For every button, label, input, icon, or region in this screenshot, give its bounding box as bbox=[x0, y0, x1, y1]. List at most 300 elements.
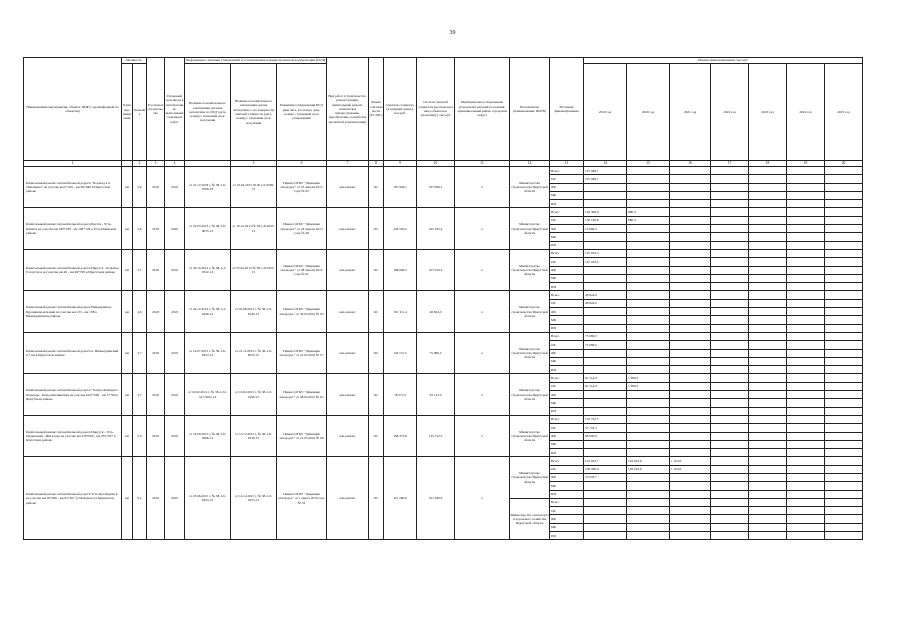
funding-value bbox=[711, 332, 749, 340]
funding-value bbox=[787, 473, 825, 481]
remaining-cost: 135 722,5 bbox=[417, 415, 455, 456]
funding-value bbox=[749, 507, 787, 515]
funding-value bbox=[749, 399, 787, 407]
funding-value bbox=[787, 308, 825, 316]
funding-value bbox=[787, 266, 825, 274]
funding-value: 75 086,5 bbox=[584, 341, 627, 349]
funding-value bbox=[749, 457, 787, 465]
funding-value bbox=[670, 366, 711, 374]
column-number: 1 bbox=[24, 161, 122, 167]
source-label: Всего bbox=[550, 415, 584, 423]
unit: км bbox=[122, 415, 133, 456]
work-type: кап.ремонт bbox=[327, 415, 369, 456]
funding-value bbox=[627, 391, 670, 399]
unit: км bbox=[122, 167, 133, 208]
estimated-cost: 143 721,5 bbox=[384, 332, 417, 373]
funding-value bbox=[670, 424, 711, 432]
unit: км bbox=[122, 374, 133, 415]
psd-conclusion: от 16.09.2015 г. № 38-1-6-0496-15 bbox=[185, 415, 231, 456]
funding-value bbox=[825, 299, 863, 307]
psd-conclusion: от 22.03.2013 г. № 38-1-6-0035-13 bbox=[185, 208, 231, 249]
source-label: МБ bbox=[550, 191, 584, 199]
funding-value bbox=[825, 274, 863, 282]
funding-value: 1 103,6 bbox=[670, 457, 711, 465]
funding-value bbox=[711, 523, 749, 531]
funding-value bbox=[787, 175, 825, 183]
funding-value bbox=[627, 473, 670, 481]
funding-value bbox=[749, 366, 787, 374]
source-label: ОБ bbox=[550, 382, 584, 390]
funding-value bbox=[627, 415, 670, 423]
header-value: Значение bbox=[133, 64, 147, 161]
funding-value bbox=[787, 432, 825, 440]
table-row bbox=[24, 332, 863, 340]
funding-value bbox=[787, 366, 825, 374]
column-number: 12 bbox=[510, 161, 550, 167]
funding-value bbox=[825, 382, 863, 390]
work-type: кап.ремонт bbox=[327, 374, 369, 415]
start-year: 2019 bbox=[147, 457, 165, 540]
funding-value bbox=[627, 191, 670, 199]
funding-value: 100 000,0 bbox=[584, 465, 627, 473]
source-label: ФБ bbox=[550, 349, 584, 357]
approval: Приказ ОГКУ "Дирекция автодорог" от 28 апреля 2015 года № 61 bbox=[277, 249, 327, 290]
funding-value bbox=[749, 216, 787, 224]
funding-value bbox=[749, 183, 787, 191]
funding-value bbox=[584, 233, 627, 241]
funding-value bbox=[825, 523, 863, 531]
funding-value: 150 106,8 bbox=[584, 216, 627, 224]
source-label: Всего bbox=[550, 498, 584, 506]
capacity-value: 4,9 bbox=[133, 208, 147, 249]
header-executor: Исполнитель (наименование ИОГВ) bbox=[510, 58, 550, 161]
header-ownership: Форма собственности (ГС/МС) bbox=[369, 58, 384, 161]
funding-value: 135 722,5 bbox=[584, 415, 627, 423]
funding-value bbox=[825, 440, 863, 448]
funding-value bbox=[787, 457, 825, 465]
funding-value bbox=[584, 490, 627, 498]
funding-value bbox=[787, 332, 825, 340]
funding-value bbox=[670, 216, 711, 224]
funding-value bbox=[711, 515, 749, 523]
estimated-cost: 198 373,8 bbox=[384, 415, 417, 456]
funding-value bbox=[749, 233, 787, 241]
table-row bbox=[24, 415, 863, 423]
funding-value bbox=[787, 440, 825, 448]
end-year: 2020 bbox=[165, 208, 185, 249]
object-name: Капитальный ремонт автомобильной дороги п. Нижнеудинский 2,7 км в Иркутском районе bbox=[24, 332, 122, 373]
funding-value bbox=[627, 366, 670, 374]
funding-value bbox=[670, 440, 711, 448]
funding-value bbox=[584, 349, 627, 357]
funding-value bbox=[627, 449, 670, 457]
funding-value bbox=[670, 258, 711, 266]
funding-value bbox=[749, 449, 787, 457]
source-label: ФБ bbox=[550, 225, 584, 233]
funding-value bbox=[627, 225, 670, 233]
funding-value bbox=[825, 324, 863, 332]
funding-value: 61 214,0 bbox=[584, 382, 627, 390]
funding-value: 1 909,5 bbox=[627, 382, 670, 390]
funding-value bbox=[584, 324, 627, 332]
municipality: х bbox=[455, 332, 510, 373]
funding-value bbox=[711, 249, 749, 257]
funding-value bbox=[787, 515, 825, 523]
funding-value bbox=[670, 175, 711, 183]
municipality: х bbox=[455, 208, 510, 249]
header-approval: Реквизиты утверждения ПСД (вид акта, кто издал, дата, номер) / плановый срок утверждения bbox=[277, 64, 327, 161]
executor: Министерство строительства Иркутской области bbox=[510, 457, 550, 498]
funding-value bbox=[825, 407, 863, 415]
funding-value bbox=[787, 424, 825, 432]
source-label: Всего bbox=[550, 208, 584, 216]
end-year: 2020 bbox=[165, 457, 185, 540]
funding-value bbox=[584, 440, 627, 448]
funding-value bbox=[711, 532, 749, 540]
column-number: 9 bbox=[384, 161, 417, 167]
funding-value bbox=[825, 349, 863, 357]
source-label: ИИ bbox=[550, 200, 584, 208]
funding-value bbox=[787, 490, 825, 498]
funding-value bbox=[627, 283, 670, 291]
funding-value bbox=[711, 283, 749, 291]
source-label: МБ bbox=[550, 440, 584, 448]
work-type: кап.ремонт bbox=[327, 249, 369, 290]
funding-value bbox=[749, 532, 787, 540]
funding-value bbox=[627, 299, 670, 307]
funding-value bbox=[627, 241, 670, 249]
funding-value bbox=[825, 432, 863, 440]
funding-value bbox=[711, 507, 749, 515]
funding-value bbox=[787, 482, 825, 490]
funding-value bbox=[825, 424, 863, 432]
year-2024: 2024 год bbox=[787, 64, 825, 161]
estimated-cost: 168 699,5 bbox=[384, 249, 417, 290]
header-name: Наименование мероприятия, объекта, ПИР (с расшифровкой по объектам) bbox=[24, 58, 122, 161]
funding-value bbox=[711, 291, 749, 299]
ownership: ОС bbox=[369, 167, 384, 208]
funding-value bbox=[825, 233, 863, 241]
funding-value bbox=[670, 183, 711, 191]
ownership: ОС bbox=[369, 374, 384, 415]
funding-value bbox=[825, 291, 863, 299]
funding-value: 98 000,0 bbox=[584, 432, 627, 440]
source-label: ФБ bbox=[550, 308, 584, 316]
smeta-conclusion: от 03.04.2015 № 38-1-6-0102-15 bbox=[231, 249, 277, 290]
executor: Министерство строительства Иркутской области bbox=[510, 374, 550, 415]
funding-value bbox=[711, 482, 749, 490]
estimated-cost: 321 280,9 bbox=[384, 457, 417, 540]
funding-value bbox=[670, 357, 711, 365]
funding-value bbox=[711, 449, 749, 457]
funding-value bbox=[787, 208, 825, 216]
funding-value bbox=[825, 357, 863, 365]
funding-value bbox=[584, 523, 627, 531]
funding-value bbox=[670, 391, 711, 399]
year-2020: 2020 год bbox=[627, 64, 670, 161]
unit: км bbox=[122, 249, 133, 290]
funding-value bbox=[670, 498, 711, 506]
municipality: х bbox=[455, 249, 510, 290]
year-2025: 2025 год bbox=[825, 64, 863, 161]
column-number: 17 bbox=[711, 161, 749, 167]
funding-value bbox=[749, 249, 787, 257]
header-work-type: Вид работ (строительство, реконструкция, капитальный ремонт, техническое перевооружение, приобретение, разработка проектной документации) bbox=[327, 58, 369, 161]
funding-value bbox=[787, 374, 825, 382]
source-label: МБ bbox=[550, 233, 584, 241]
source-label: ФБ bbox=[550, 183, 584, 191]
column-number: 14 bbox=[584, 161, 627, 167]
table-row bbox=[24, 167, 863, 175]
source-label: ОБ bbox=[550, 175, 584, 183]
funding-value bbox=[711, 399, 749, 407]
funding-value bbox=[670, 399, 711, 407]
funding-value bbox=[584, 515, 627, 523]
funding-value bbox=[749, 374, 787, 382]
funding-value: 880,4 bbox=[627, 216, 670, 224]
funding-value bbox=[711, 200, 749, 208]
start-year: 2018 bbox=[147, 249, 165, 290]
municipality: х bbox=[455, 415, 510, 456]
funding-value bbox=[825, 399, 863, 407]
funding-value bbox=[711, 366, 749, 374]
funding-value bbox=[670, 308, 711, 316]
table-row bbox=[24, 374, 863, 382]
funding-value bbox=[711, 432, 749, 440]
smeta-conclusion: от 14.12.2015 г. № 38-1-6-0253-15 bbox=[231, 457, 277, 540]
funding-value: 107 034,3 bbox=[584, 249, 627, 257]
capacity-value: 5,7 bbox=[133, 249, 147, 290]
executor: Министерство строительства Иркутской области bbox=[510, 291, 550, 332]
funding-value bbox=[825, 391, 863, 399]
funding-value bbox=[749, 167, 787, 175]
municipality: х bbox=[455, 374, 510, 415]
funding-value bbox=[711, 225, 749, 233]
funding-value bbox=[787, 316, 825, 324]
approval: Приказ ОГКУ "Дирекция автодорог" от 30.03.2016 № 65 bbox=[277, 291, 327, 332]
funding-value bbox=[670, 415, 711, 423]
funding-value bbox=[787, 183, 825, 191]
page-number: 39 bbox=[449, 30, 456, 36]
funding-value bbox=[627, 440, 670, 448]
funding-value bbox=[711, 258, 749, 266]
work-type: кап.ремонт bbox=[327, 167, 369, 208]
end-year: 2019 bbox=[165, 167, 185, 208]
source-label: МБ bbox=[550, 482, 584, 490]
funding-value bbox=[670, 349, 711, 357]
work-type: кап.ремонт bbox=[327, 332, 369, 373]
funding-value bbox=[711, 341, 749, 349]
funding-value: 1 103,6 bbox=[670, 465, 711, 473]
column-number: 15 bbox=[627, 161, 670, 167]
funding-value bbox=[749, 407, 787, 415]
funding-value bbox=[787, 382, 825, 390]
funding-value bbox=[627, 332, 670, 340]
funding-value bbox=[670, 200, 711, 208]
funding-value bbox=[749, 357, 787, 365]
funding-value bbox=[825, 341, 863, 349]
funding-value bbox=[825, 507, 863, 515]
funding-value bbox=[711, 473, 749, 481]
source-label: ОБ bbox=[550, 341, 584, 349]
funding-value bbox=[749, 283, 787, 291]
funding-value: 194 243,6 bbox=[627, 457, 670, 465]
source-label: ИИ bbox=[550, 241, 584, 249]
source-label: Всего bbox=[550, 249, 584, 257]
funding-value bbox=[749, 382, 787, 390]
funding-value bbox=[584, 532, 627, 540]
source-label: ИИ bbox=[550, 366, 584, 374]
funding-value bbox=[787, 357, 825, 365]
table-row bbox=[24, 457, 863, 465]
funding-value bbox=[825, 532, 863, 540]
column-number: 11 bbox=[455, 161, 510, 167]
funding-value bbox=[825, 332, 863, 340]
funding-value bbox=[749, 175, 787, 183]
column-number: 19 bbox=[787, 161, 825, 167]
funding-value bbox=[584, 191, 627, 199]
funding-value bbox=[749, 415, 787, 423]
funding-value bbox=[787, 258, 825, 266]
source-label: ИИ bbox=[550, 490, 584, 498]
remaining-cost: 165 185,4 bbox=[417, 208, 455, 249]
funding-value bbox=[825, 208, 863, 216]
funding-value bbox=[670, 324, 711, 332]
funding-value bbox=[627, 515, 670, 523]
funding-value bbox=[787, 233, 825, 241]
source-label: МБ bbox=[550, 316, 584, 324]
unit: км bbox=[122, 208, 133, 249]
funding-value bbox=[749, 258, 787, 266]
funding-value bbox=[670, 515, 711, 523]
funding-value bbox=[627, 399, 670, 407]
funding-value: 37 722,5 bbox=[584, 424, 627, 432]
funding-value bbox=[787, 532, 825, 540]
funding-value bbox=[825, 308, 863, 316]
funding-value bbox=[711, 374, 749, 382]
object-name: Капитальный ремонт автомобильной дороги Усть-Кут-Киренск на участке км 59+000 - км 61+407 (с.Макарово) в Киренском районе bbox=[24, 457, 122, 540]
funding-value bbox=[670, 283, 711, 291]
object-name: Капитальный ремонт автомобильной дороги Иркутск - Усть-Ордынский - Жигалово на участке км 230+000 - км 235+057 в Качугском районе bbox=[24, 415, 122, 456]
approval: Приказ ОГКУ "Дирекция автодорог" от 1 марта 2016 года № 53 bbox=[277, 457, 327, 540]
source-label: ФБ bbox=[550, 432, 584, 440]
funding-value bbox=[749, 241, 787, 249]
funding-value bbox=[670, 341, 711, 349]
executor: Министерство строительства Иркутской области bbox=[510, 332, 550, 373]
funding-value bbox=[825, 498, 863, 506]
remaining-cost: 107 034,3 bbox=[417, 249, 455, 290]
funding-value bbox=[749, 291, 787, 299]
funding-value: 48 824,0 bbox=[584, 291, 627, 299]
funding-value: 48 824,0 bbox=[584, 299, 627, 307]
funding-value bbox=[627, 490, 670, 498]
financing-table bbox=[23, 57, 863, 540]
funding-value bbox=[627, 424, 670, 432]
funding-value: 75 086,5 bbox=[584, 332, 627, 340]
column-number: 7 bbox=[327, 161, 369, 167]
funding-value bbox=[584, 183, 627, 191]
funding-value bbox=[627, 167, 670, 175]
column-number: 2 bbox=[133, 161, 147, 167]
funding-value bbox=[670, 208, 711, 216]
object-name: Капитальный ремонт автомобильной дороги "Захаро-Коммуна" - Харьюзы - Бельдэйн/шинэвка на участке км 0+000 - км 3+700 в Иркутском районе bbox=[24, 374, 122, 415]
funding-value bbox=[627, 341, 670, 349]
year-2019: 2019 год bbox=[584, 64, 627, 161]
column-number: 4 bbox=[165, 161, 185, 167]
funding-value bbox=[711, 490, 749, 498]
funding-value bbox=[749, 432, 787, 440]
remaining-cost: 48 824,0 bbox=[417, 291, 455, 332]
source-label: ИИ bbox=[550, 449, 584, 457]
funding-value bbox=[749, 200, 787, 208]
funding-value bbox=[584, 316, 627, 324]
funding-value bbox=[711, 391, 749, 399]
header-start-year: Год начала строительства bbox=[147, 58, 165, 161]
psd-conclusion: от 30.10.2014 г. № 38-1-4-0322-14 bbox=[185, 249, 231, 290]
psd-conclusion: от 21.12.2018 г. № 38-1-6-0706-18 bbox=[185, 167, 231, 208]
funding-value bbox=[584, 357, 627, 365]
column-number: 10 bbox=[417, 161, 455, 167]
funding-value bbox=[825, 515, 863, 523]
source-label: ОБ bbox=[550, 299, 584, 307]
funding-value bbox=[825, 316, 863, 324]
funding-value bbox=[825, 241, 863, 249]
object-name: Капитальный ремонт автомобильной дороги Нижнеудинск-Бурашиши-Алзамай на участке км 133 - км 138 в Нижнеудинском районе bbox=[24, 291, 122, 332]
funding-value bbox=[627, 523, 670, 531]
remaining-cost: 75 086,5 bbox=[417, 332, 455, 373]
funding-value bbox=[787, 415, 825, 423]
header-docs: Информация о наличии утверждений и установленном порядке проектной документации (ПСД) bbox=[185, 58, 326, 63]
header-municipal: Муниципальное образование (городской/сельский поселения, муниципальный район, городской округ) bbox=[455, 58, 510, 161]
funding-value bbox=[627, 507, 670, 515]
estimated-cost: 197 966,1 bbox=[384, 167, 417, 208]
source-label: Всего bbox=[550, 167, 584, 175]
funding-value bbox=[670, 191, 711, 199]
funding-value bbox=[670, 266, 711, 274]
end-year: 2019 bbox=[165, 249, 185, 290]
funding-value bbox=[711, 415, 749, 423]
funding-value: 194 243,6 bbox=[627, 465, 670, 473]
funding-value bbox=[711, 167, 749, 175]
start-year: 2018 bbox=[147, 291, 165, 332]
end-year: 2019 bbox=[165, 291, 185, 332]
funding-value bbox=[749, 225, 787, 233]
funding-value bbox=[711, 498, 749, 506]
source-label: ИИ bbox=[550, 532, 584, 540]
funding-value bbox=[711, 457, 749, 465]
work-type: кап.ремонт bbox=[327, 208, 369, 249]
funding-value bbox=[749, 424, 787, 432]
source-label: ОБ bbox=[550, 465, 584, 473]
funding-value bbox=[711, 191, 749, 199]
column-number: 13 bbox=[550, 161, 584, 167]
object-name: Капитальный ремонт автомобильной дороги Братск - Усть-Илимск на участке км 180+230 - км 190+120 в Усть-Илимском районе bbox=[24, 208, 122, 249]
header-unit: Единица измерения bbox=[122, 64, 133, 161]
column-number: 6 bbox=[277, 161, 327, 167]
municipality: х bbox=[455, 457, 510, 540]
funding-value bbox=[825, 465, 863, 473]
funding-value bbox=[787, 200, 825, 208]
funding-value bbox=[584, 241, 627, 249]
funding-value bbox=[584, 308, 627, 316]
executor: Министерство строительства Иркутской области bbox=[510, 208, 550, 249]
column-number: 18 bbox=[749, 161, 787, 167]
funding-value bbox=[825, 449, 863, 457]
executor: Министерство строительства Иркутской области bbox=[510, 167, 550, 208]
funding-value bbox=[749, 465, 787, 473]
source-label: Всего bbox=[550, 374, 584, 382]
funding-value bbox=[825, 191, 863, 199]
